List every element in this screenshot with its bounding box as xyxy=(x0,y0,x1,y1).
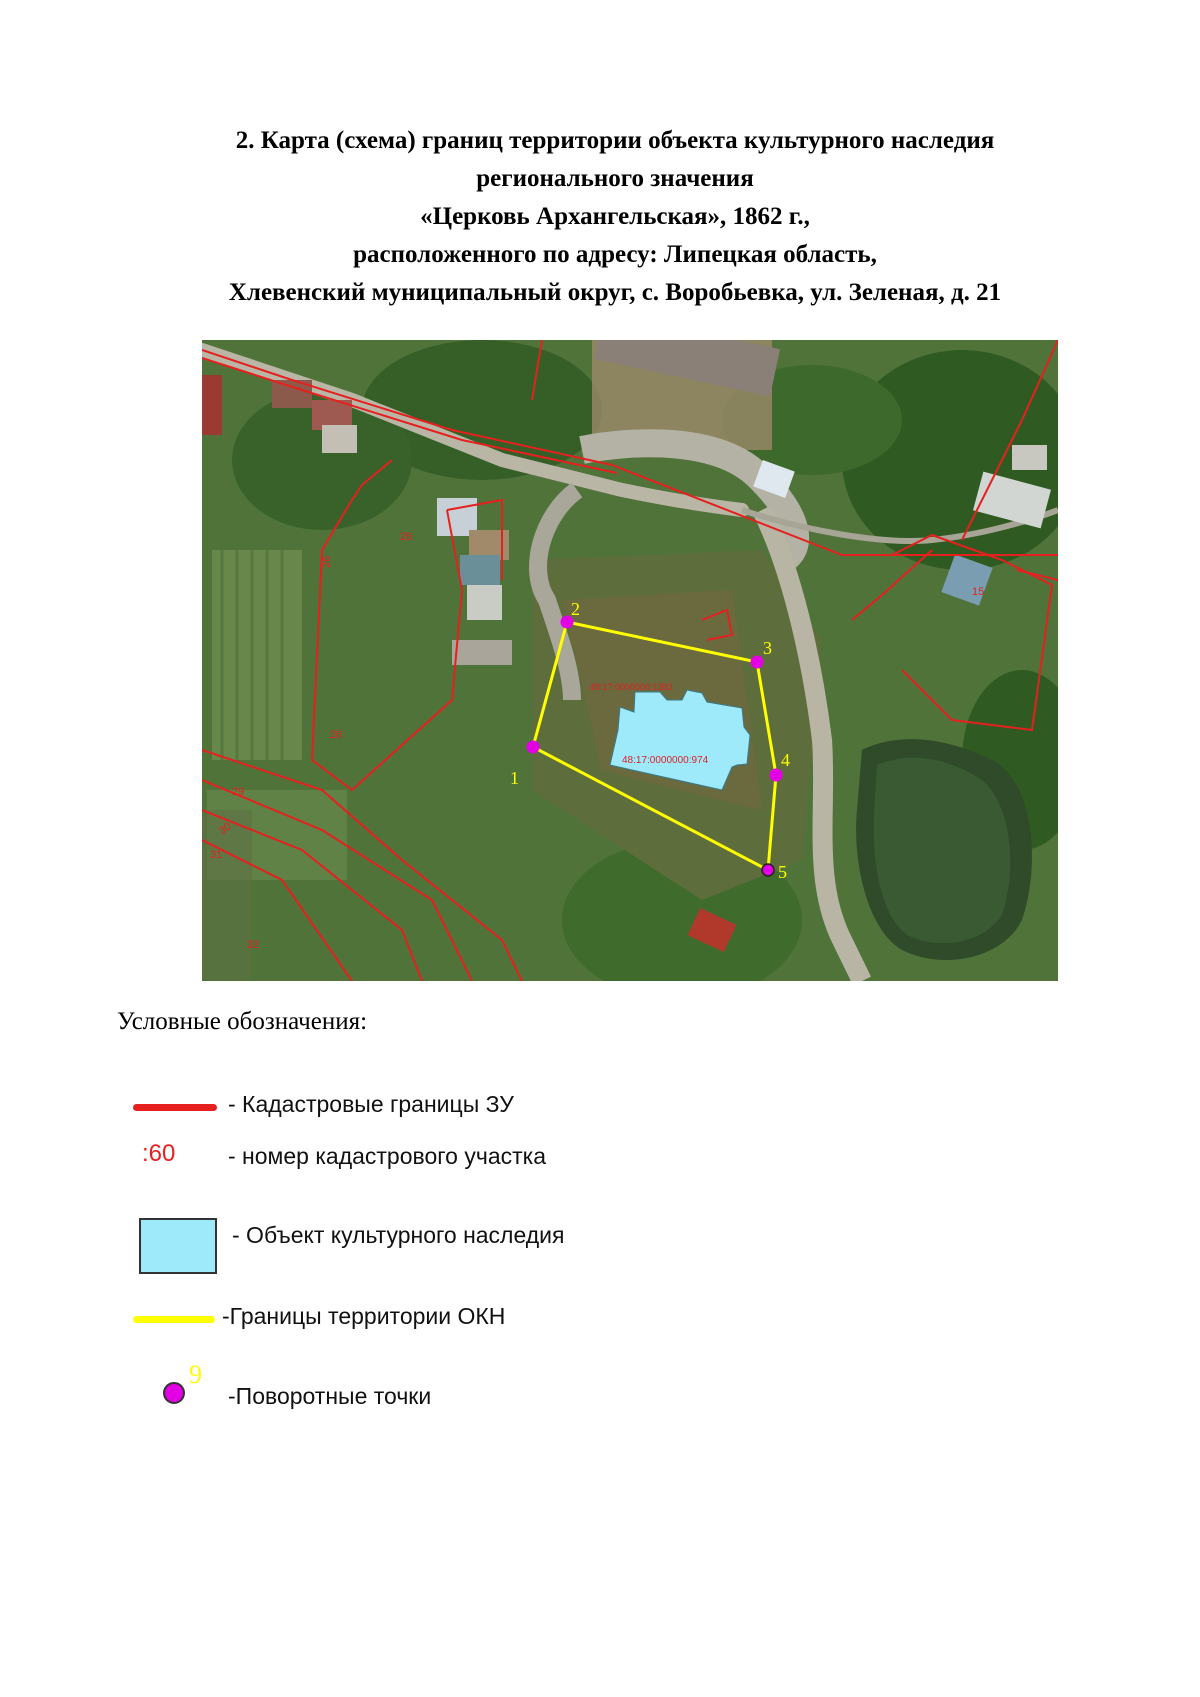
parcel-label: 29 xyxy=(232,786,245,798)
legend-okn-line-swatch xyxy=(133,1316,215,1323)
legend-cadastral-line-swatch xyxy=(133,1104,217,1111)
title-line-1: 2. Карта (схема) границ территории объекта культурного наследия xyxy=(235,127,995,154)
turning-point-label: 1 xyxy=(510,768,519,788)
turning-point-3 xyxy=(751,656,763,668)
turning-point-label: 3 xyxy=(763,638,772,658)
cadastral-number-building: 48:17:0000000:974 xyxy=(622,755,709,766)
turning-point-1 xyxy=(527,741,539,753)
legend-parcel-number-label: - номер кадастрового участка xyxy=(228,1143,547,1169)
document-title xyxy=(150,122,1080,312)
title-line-5: Хлевенский муниципальный округ, с. Воробьевка, ул. Зеленая, д. 21 xyxy=(228,279,1002,306)
legend-heading: Условные обозначения: xyxy=(117,1008,368,1035)
parcel-label: 26 xyxy=(400,531,413,543)
legend-turning-point-sample-number: 9 xyxy=(189,1360,202,1389)
title-line-2: регионального значения xyxy=(476,165,754,192)
legend-heritage-swatch xyxy=(139,1218,217,1274)
title-line-4: расположенного по адресу: Липецкая область, xyxy=(353,241,877,268)
turning-point-label: 5 xyxy=(778,862,787,882)
turning-point-5 xyxy=(762,864,774,876)
parcel-label: 26 xyxy=(330,729,343,741)
legend-turning-point-swatch xyxy=(163,1382,185,1404)
turning-point-4 xyxy=(770,769,782,781)
legend-parcel-number-sample: :60 xyxy=(142,1140,176,1167)
title-line-3: «Церковь Архангельская», 1862 г., xyxy=(420,203,810,230)
parcel-label: 26 xyxy=(321,555,333,568)
parcel-label: 15 xyxy=(972,586,985,598)
parcel-label: 32 xyxy=(247,939,260,951)
legend-cadastral-label: - Кадастровые границы ЗУ xyxy=(228,1091,514,1117)
legend-turning-points-label: -Поворотные точки xyxy=(228,1383,432,1409)
satellite-map xyxy=(202,340,1058,981)
legend-heritage-label: - Объект культурного наследия xyxy=(232,1222,565,1248)
turning-point-label: 2 xyxy=(571,599,580,619)
cadastral-number-parcel: 48:17:0000000:1383 xyxy=(590,682,673,692)
legend-okn-label: -Границы территории ОКН xyxy=(222,1303,506,1329)
parcel-label: 31 xyxy=(210,849,223,861)
turning-point-label: 4 xyxy=(781,750,790,770)
parcel-label: 30 xyxy=(216,820,234,838)
